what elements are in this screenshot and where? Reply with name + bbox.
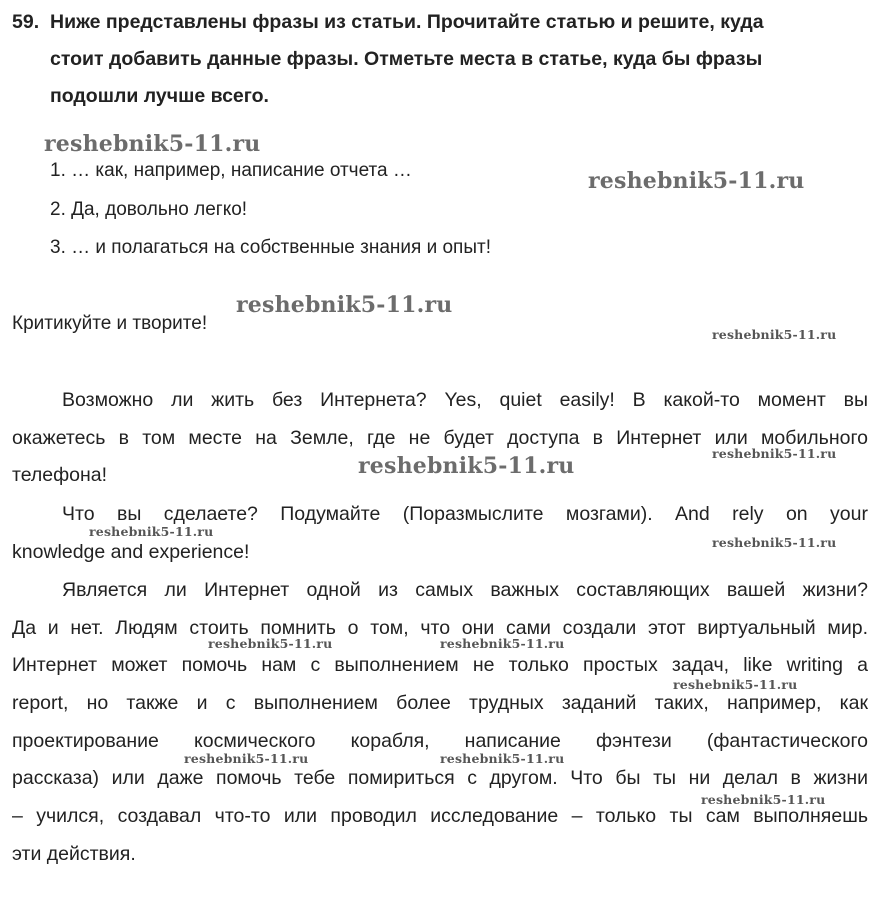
task-heading — [12, 4, 872, 115]
task-line-2: стоит добавить данные фразы. Отметьте места в статье, куда бы фразы — [50, 48, 763, 70]
phrase-1: 1. … как, например, написание отчета … — [50, 160, 412, 181]
text-line: проектирование космического корабля, написание фэнтези (фантастического — [12, 729, 868, 752]
text-line: Да и нет. Людям стоить помнить о том, что они сами создали этот виртуальный мир. — [12, 616, 868, 639]
task-line-3: подошли лучше всего. — [50, 85, 269, 107]
text-line: Возможно ли жить без Интернета? Yes, quiet easily! В какой-то момент вы — [62, 389, 868, 411]
watermark: reshebnik5-11.ru — [712, 327, 837, 342]
phrase-2: 2. Да, довольно легко! — [50, 199, 248, 220]
article-title: Критикуйте и творите! — [12, 313, 208, 334]
text-line: report, но также и с выполнением более трудных заданий таких, например, как — [12, 692, 868, 715]
watermark: reshebnik5-11.ru — [89, 524, 214, 539]
text-line: рассказа) или даже помочь тебе помириться с другом. Что бы ты ни делал в жизни — [12, 767, 868, 790]
task-number: 59. — [12, 11, 40, 33]
watermark: reshebnik5-11.ru — [712, 446, 837, 461]
watermark: reshebnik5-11.ru — [440, 636, 565, 651]
article-paragraph-3 — [12, 572, 868, 874]
watermark: reshebnik5-11.ru — [673, 677, 798, 692]
text-line: телефона! — [12, 464, 108, 487]
watermark: reshebnik5-11.ru — [184, 751, 309, 766]
text-line: knowledge and experience! — [12, 540, 250, 563]
text-line: Интернет может помочь нам с выполнением не только простых задач, like writing a — [12, 654, 868, 677]
text-line: Что вы сделаете? Подумайте (Поразмыслите мозгами). And rely on your — [62, 503, 868, 525]
watermark: reshebnik5-11.ru — [712, 535, 837, 550]
watermark: reshebnik5-11.ru — [358, 453, 575, 479]
text-line: эти действия. — [12, 842, 136, 865]
watermark: reshebnik5-11.ru — [44, 131, 261, 157]
text-line: – учился, создавал что-то или проводил исследование – только ты сам выполняешь — [12, 805, 868, 828]
text-line: Является ли Интернет одной из самых важных составляющих вашей жизни? — [62, 579, 868, 601]
watermark: reshebnik5-11.ru — [588, 168, 805, 194]
phrase-3: 3. … и полагаться на собственные знания и опыт! — [50, 237, 491, 258]
watermark: reshebnik5-11.ru — [701, 792, 826, 807]
watermark: reshebnik5-11.ru — [236, 292, 453, 318]
text-line: окажетесь в том месте на Земле, где не будет доступа в Интернет или мобильного — [12, 426, 868, 449]
watermark: reshebnik5-11.ru — [208, 636, 333, 651]
task-line-1: Ниже представлены фразы из статьи. Прочитайте статью и решите, куда — [50, 11, 764, 33]
watermark: reshebnik5-11.ru — [440, 751, 565, 766]
